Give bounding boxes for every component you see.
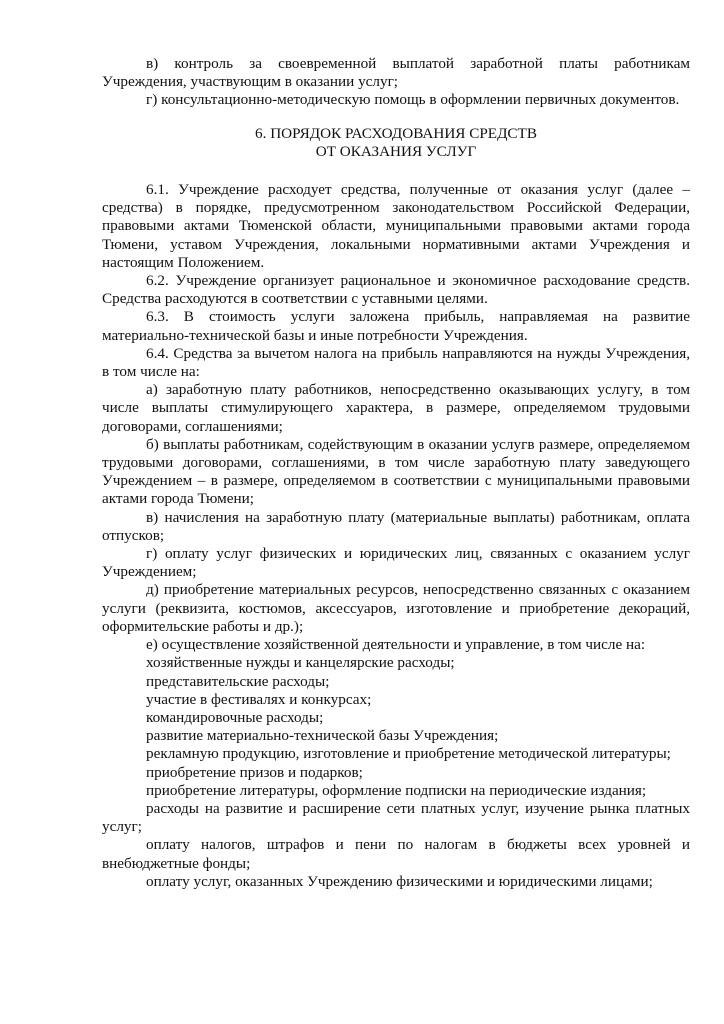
list-item-d: д) приобретение материальных ресурсов, непосредственно связанных с оказанием услуги (реквизита, костюмов, аксессуаров, изготовление и приобретение декораций, оформительские работы и др.);	[102, 581, 690, 635]
item-g-consulting-help: г) консультационно-методическую помощь в оформлении первичных документов.	[146, 91, 680, 109]
sub-item-festivals: участие в фестивалях и конкурсах;	[146, 690, 372, 708]
list-item-v: в) начисления на заработную плату (материальные выплаты) работникам, оплата отпусков;	[102, 508, 690, 544]
section-title-line-1: 6. ПОРЯДОК РАСХОДОВАНИЯ СРЕДСТВ	[255, 124, 537, 142]
list-item-e: е) осуществление хозяйственной деятельности и управление, в том числе на:	[146, 636, 646, 654]
item-v-salary-control: в) контроль за своевременной выплатой заработной платы работникам Учреждения, участвующим в оказании услуг;	[102, 55, 690, 91]
sub-item-services-payment: оплату услуг, оказанных Учреждению физическими и юридическими лицами;	[146, 872, 653, 890]
list-item-g: г) оплату услуг физических и юридических лиц, связанных с оказанием услуг Учреждением;	[102, 545, 690, 581]
paragraph-6-1: 6.1. Учреждение расходует средства, полученные от оказания услуг (далее – средства) в порядке, предусмотренном законодательством Российской Федерации, правовыми актами Тюменской области, муниципальными правовыми актами города Тюмени, уставом Учреждения, локальными нормативными актами Учреждения и настоящим Положением.	[102, 181, 690, 271]
sub-item-household: хозяйственные нужды и канцелярские расходы;	[146, 654, 455, 672]
sub-item-travel: командировочные расходы;	[146, 708, 324, 726]
sub-item-taxes: оплату налогов, штрафов и пени по налогам в бюджеты всех уровней и внебюджетные фонды;	[102, 836, 690, 872]
sub-item-prizes: приобретение призов и подарков;	[146, 763, 363, 781]
section-title-line-2: ОТ ОКАЗАНИЯ УСЛУГ	[315, 142, 477, 160]
paragraph-6-3: 6.3. В стоимость услуги заложена прибыль, направляемая на развитие материально-технической базы и иные потребности Учреждения.	[102, 308, 690, 344]
sub-item-representative: представительские расходы;	[146, 672, 330, 690]
sub-item-network-expansion: расходы на развитие и расширение сети платных услуг, изучение рынка платных услуг;	[102, 799, 690, 836]
paragraph-6-2: 6.2. Учреждение организует рациональное и экономичное расходование средств. Средства расходуются в соответствии с уставными целями.	[102, 272, 690, 308]
section-title	[102, 125, 690, 161]
sub-item-material-base: развитие материально-технической базы Учреждения;	[146, 727, 499, 745]
paragraph-6-4: 6.4. Средства за вычетом налога на прибыль направляются на нужды Учреждения, в том числе на:	[102, 344, 690, 381]
sub-item-literature: приобретение литературы, оформление подписки на периодические издания;	[146, 781, 647, 799]
sub-item-advertising: рекламную продукцию, изготовление и приобретение методической литературы;	[146, 745, 671, 763]
list-item-a: а) заработную плату работников, непосредственно оказывающих услугу, в том числе выплаты стимулирующего характера, в размере, определяемом трудовыми договорами, соглашениями;	[102, 381, 690, 435]
list-item-b: б) выплаты работникам, содействующим в оказании услугв размере, определяемом трудовыми договорами, соглашениями, в том числе заработную плату заведующего Учреждением – в размере, определяемом в соответствии с муниципальными правовыми актами города Тюмени;	[102, 435, 690, 508]
